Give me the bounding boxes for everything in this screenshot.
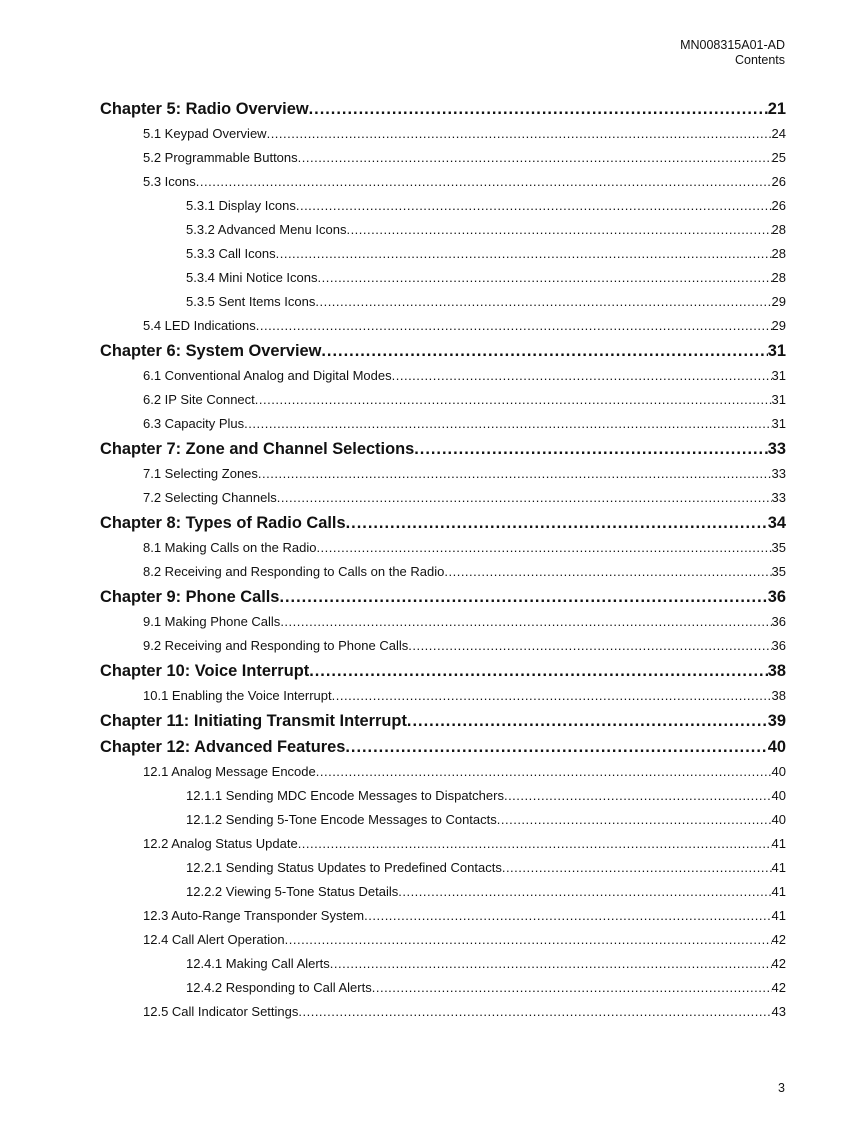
document-id: MN008315A01-AD [680, 38, 785, 52]
toc-entry-section[interactable] [100, 486, 786, 510]
toc-entry-page[interactable]: 35 [771, 540, 786, 555]
dot-leader [316, 760, 772, 784]
toc-entry-page[interactable]: 36 [771, 638, 786, 653]
dot-leader [392, 364, 772, 388]
dot-leader [298, 1000, 771, 1024]
toc-entry-title[interactable]: 12.1.1 Sending MDC Encode Messages to Dispatchers [186, 788, 504, 803]
toc-entry-sub[interactable] [100, 976, 786, 1000]
dot-leader [330, 952, 772, 976]
toc-entry-title[interactable]: 5.3 Icons [143, 174, 196, 189]
toc-entry-title[interactable]: 12.4 Call Alert Operation [143, 932, 285, 947]
toc-entry-title[interactable]: 12.1.2 Sending 5-Tone Encode Messages to Contacts [186, 812, 497, 827]
dot-leader [345, 734, 767, 760]
toc-entry-title[interactable]: 9.1 Making Phone Calls [143, 614, 281, 629]
toc-entry-title[interactable]: 6.1 Conventional Analog and Digital Modes [143, 368, 392, 383]
dot-leader [196, 170, 772, 194]
toc-entry-title[interactable]: Chapter 12: Advanced Features [100, 738, 346, 756]
dot-leader [279, 584, 767, 610]
toc-entry-page[interactable]: 40 [767, 738, 786, 756]
toc-entry-chapter[interactable] [100, 734, 786, 760]
toc-entry-page[interactable]: 31 [771, 392, 786, 407]
dot-leader [398, 880, 771, 904]
toc-entry-title[interactable]: Chapter 8: Types of Radio Calls [100, 514, 346, 532]
toc-entry-title[interactable]: Chapter 9: Phone Calls [100, 588, 280, 606]
toc-entry-title[interactable]: 12.5 Call Indicator Settings [143, 1004, 299, 1019]
toc-entry-section[interactable] [100, 610, 786, 634]
toc-entry-page[interactable]: 33 [771, 466, 786, 481]
toc-entry-page[interactable]: 40 [771, 788, 786, 803]
toc-entry-section[interactable] [100, 412, 786, 436]
dot-leader [504, 784, 772, 808]
toc-entry-page[interactable]: 31 [771, 368, 786, 383]
toc-entry-sub[interactable] [100, 266, 786, 290]
toc-entry-title[interactable]: 5.3.4 Mini Notice Icons [186, 270, 318, 285]
toc-entry-sub[interactable] [100, 290, 786, 314]
toc-entry-section[interactable] [100, 146, 786, 170]
toc-entry-page[interactable]: 21 [767, 100, 786, 118]
toc-entry-page[interactable]: 42 [771, 932, 786, 947]
dot-leader [346, 218, 771, 242]
toc-entry-page[interactable]: 29 [771, 318, 786, 333]
toc-entry-title[interactable]: 5.2 Programmable Buttons [143, 150, 298, 165]
dot-leader [256, 314, 772, 338]
dot-leader [277, 486, 772, 510]
toc-entry-sub[interactable] [100, 218, 786, 242]
toc-entry-title[interactable]: 12.4.1 Making Call Alerts [186, 956, 330, 971]
toc-entry-title[interactable]: Chapter 5: Radio Overview [100, 100, 309, 118]
page-number: 3 [778, 1081, 785, 1095]
toc-entry-page[interactable]: 34 [767, 514, 786, 532]
toc-entry-page[interactable]: 33 [771, 490, 786, 505]
toc-entry-page[interactable]: 31 [771, 416, 786, 431]
toc-entry-title[interactable]: 5.3.3 Call Icons [186, 246, 276, 261]
toc-entry-title[interactable]: 8.2 Receiving and Responding to Calls on the Radio [143, 564, 445, 579]
toc-entry-title[interactable]: 12.2 Analog Status Update [143, 836, 298, 851]
toc-entry-section[interactable] [100, 170, 786, 194]
toc-entry-chapter[interactable] [100, 436, 786, 462]
toc-entry-title[interactable]: 5.1 Keypad Overview [143, 126, 267, 141]
toc-entry-page[interactable]: 26 [771, 198, 786, 213]
toc-entry-page[interactable]: 36 [767, 588, 786, 606]
dot-leader [414, 436, 768, 462]
table-of-contents [100, 96, 786, 1024]
dot-leader [280, 610, 771, 634]
toc-entry-title[interactable]: 12.4.2 Responding to Call Alerts [186, 980, 372, 995]
toc-entry-page[interactable]: 28 [771, 222, 786, 237]
dot-leader [267, 122, 772, 146]
dot-leader [244, 412, 771, 436]
toc-entry-chapter[interactable] [100, 510, 786, 536]
toc-entry-chapter[interactable] [100, 584, 786, 610]
toc-entry-page[interactable]: 25 [771, 150, 786, 165]
toc-entry-section[interactable] [100, 314, 786, 338]
toc-entry-section[interactable] [100, 684, 786, 708]
toc-entry-page[interactable]: 36 [771, 614, 786, 629]
toc-entry-title[interactable]: 8.1 Making Calls on the Radio [143, 540, 317, 555]
toc-entry-page[interactable]: 43 [771, 1004, 786, 1019]
toc-entry-section[interactable] [100, 634, 786, 658]
page-header [680, 38, 785, 68]
toc-entry-page[interactable]: 26 [771, 174, 786, 189]
dot-leader [318, 266, 772, 290]
toc-entry-page[interactable]: 39 [767, 712, 786, 730]
toc-entry-chapter[interactable] [100, 708, 786, 734]
toc-entry-page[interactable]: 42 [771, 980, 786, 995]
dot-leader [276, 242, 772, 266]
dot-leader [332, 684, 772, 708]
toc-entry-page[interactable]: 42 [771, 956, 786, 971]
dot-leader [346, 510, 768, 536]
toc-entry-page[interactable]: 41 [771, 860, 786, 875]
toc-entry-section[interactable] [100, 928, 786, 952]
toc-entry-page[interactable]: 33 [767, 440, 786, 458]
toc-entry-section[interactable] [100, 388, 786, 412]
toc-entry-section[interactable] [100, 536, 786, 560]
toc-entry-section[interactable] [100, 364, 786, 388]
toc-entry-title[interactable]: Chapter 7: Zone and Channel Selections [100, 440, 415, 458]
dot-leader [321, 338, 767, 364]
dot-leader [296, 194, 772, 218]
toc-entry-title[interactable]: 10.1 Enabling the Voice Interrupt [143, 688, 332, 703]
dot-leader [408, 634, 771, 658]
toc-entry-page[interactable]: 41 [771, 836, 786, 851]
toc-entry-sub[interactable] [100, 242, 786, 266]
toc-entry-title[interactable]: 9.2 Receiving and Responding to Phone Calls [143, 638, 409, 653]
toc-entry-title[interactable]: 12.1 Analog Message Encode [143, 764, 316, 779]
dot-leader [309, 658, 768, 684]
toc-entry-section[interactable] [100, 760, 786, 784]
toc-entry-page[interactable]: 29 [771, 294, 786, 309]
toc-entry-title[interactable]: 12.2.1 Sending Status Updates to Predefined Contacts [186, 860, 502, 875]
toc-entry-page[interactable]: 40 [771, 764, 786, 779]
toc-entry-section[interactable] [100, 122, 786, 146]
toc-entry-title[interactable]: 7.2 Selecting Channels [143, 490, 277, 505]
toc-entry-page[interactable]: 41 [771, 884, 786, 899]
toc-entry-title[interactable]: 5.3.1 Display Icons [186, 198, 296, 213]
dot-leader [316, 536, 771, 560]
toc-entry-title[interactable]: 6.2 IP Site Connect [143, 392, 255, 407]
dot-leader [285, 928, 772, 952]
dot-leader [364, 904, 771, 928]
toc-entry-title[interactable]: 6.3 Capacity Plus [143, 416, 245, 431]
toc-entry-page[interactable]: 31 [767, 342, 786, 360]
dot-leader [315, 290, 771, 314]
toc-entry-title[interactable]: 7.1 Selecting Zones [143, 466, 258, 481]
toc-entry-sub[interactable] [100, 880, 786, 904]
toc-entry-chapter[interactable] [100, 658, 786, 684]
toc-entry-page[interactable]: 28 [771, 270, 786, 285]
toc-entry-section[interactable] [100, 904, 786, 928]
toc-entry-section[interactable] [100, 560, 786, 584]
toc-entry-chapter[interactable] [100, 96, 786, 122]
dot-leader [298, 832, 772, 856]
toc-entry-chapter[interactable] [100, 338, 786, 364]
toc-entry-title[interactable]: 5.3.2 Advanced Menu Icons [186, 222, 347, 237]
toc-entry-title[interactable]: 5.4 LED Indications [143, 318, 256, 333]
toc-entry-sub[interactable] [100, 808, 786, 832]
dot-leader [258, 462, 772, 486]
toc-entry-title[interactable]: Chapter 6: System Overview [100, 342, 322, 360]
toc-entry-sub[interactable] [100, 856, 786, 880]
section-name: Contents [734, 53, 785, 67]
toc-entry-title[interactable]: Chapter 11: Initiating Transmit Interrupt [100, 712, 407, 730]
dot-leader [444, 560, 771, 584]
toc-entry-page[interactable]: 28 [771, 246, 786, 261]
dot-leader [298, 146, 772, 170]
toc-entry-page[interactable]: 41 [771, 908, 786, 923]
toc-entry-title[interactable]: Chapter 10: Voice Interrupt [100, 662, 310, 680]
toc-entry-title[interactable]: 12.3 Auto-Range Transponder System [143, 908, 365, 923]
dot-leader [502, 856, 772, 880]
dot-leader [372, 976, 772, 1000]
dot-leader [497, 808, 772, 832]
toc-entry-page[interactable]: 38 [767, 662, 786, 680]
toc-entry-sub[interactable] [100, 952, 786, 976]
toc-entry-page[interactable]: 24 [771, 126, 786, 141]
toc-entry-title[interactable]: 5.3.5 Sent Items Icons [186, 294, 316, 309]
dot-leader [309, 96, 768, 122]
toc-entry-page[interactable]: 40 [771, 812, 786, 827]
toc-entry-title[interactable]: 12.2.2 Viewing 5-Tone Status Details [186, 884, 399, 899]
toc-entry-section[interactable] [100, 832, 786, 856]
toc-entry-sub[interactable] [100, 784, 786, 808]
toc-entry-section[interactable] [100, 462, 786, 486]
toc-entry-page[interactable]: 38 [771, 688, 786, 703]
toc-entry-section[interactable] [100, 1000, 786, 1024]
toc-entry-page[interactable]: 35 [771, 564, 786, 579]
dot-leader [407, 708, 768, 734]
dot-leader [255, 388, 772, 412]
toc-entry-sub[interactable] [100, 194, 786, 218]
